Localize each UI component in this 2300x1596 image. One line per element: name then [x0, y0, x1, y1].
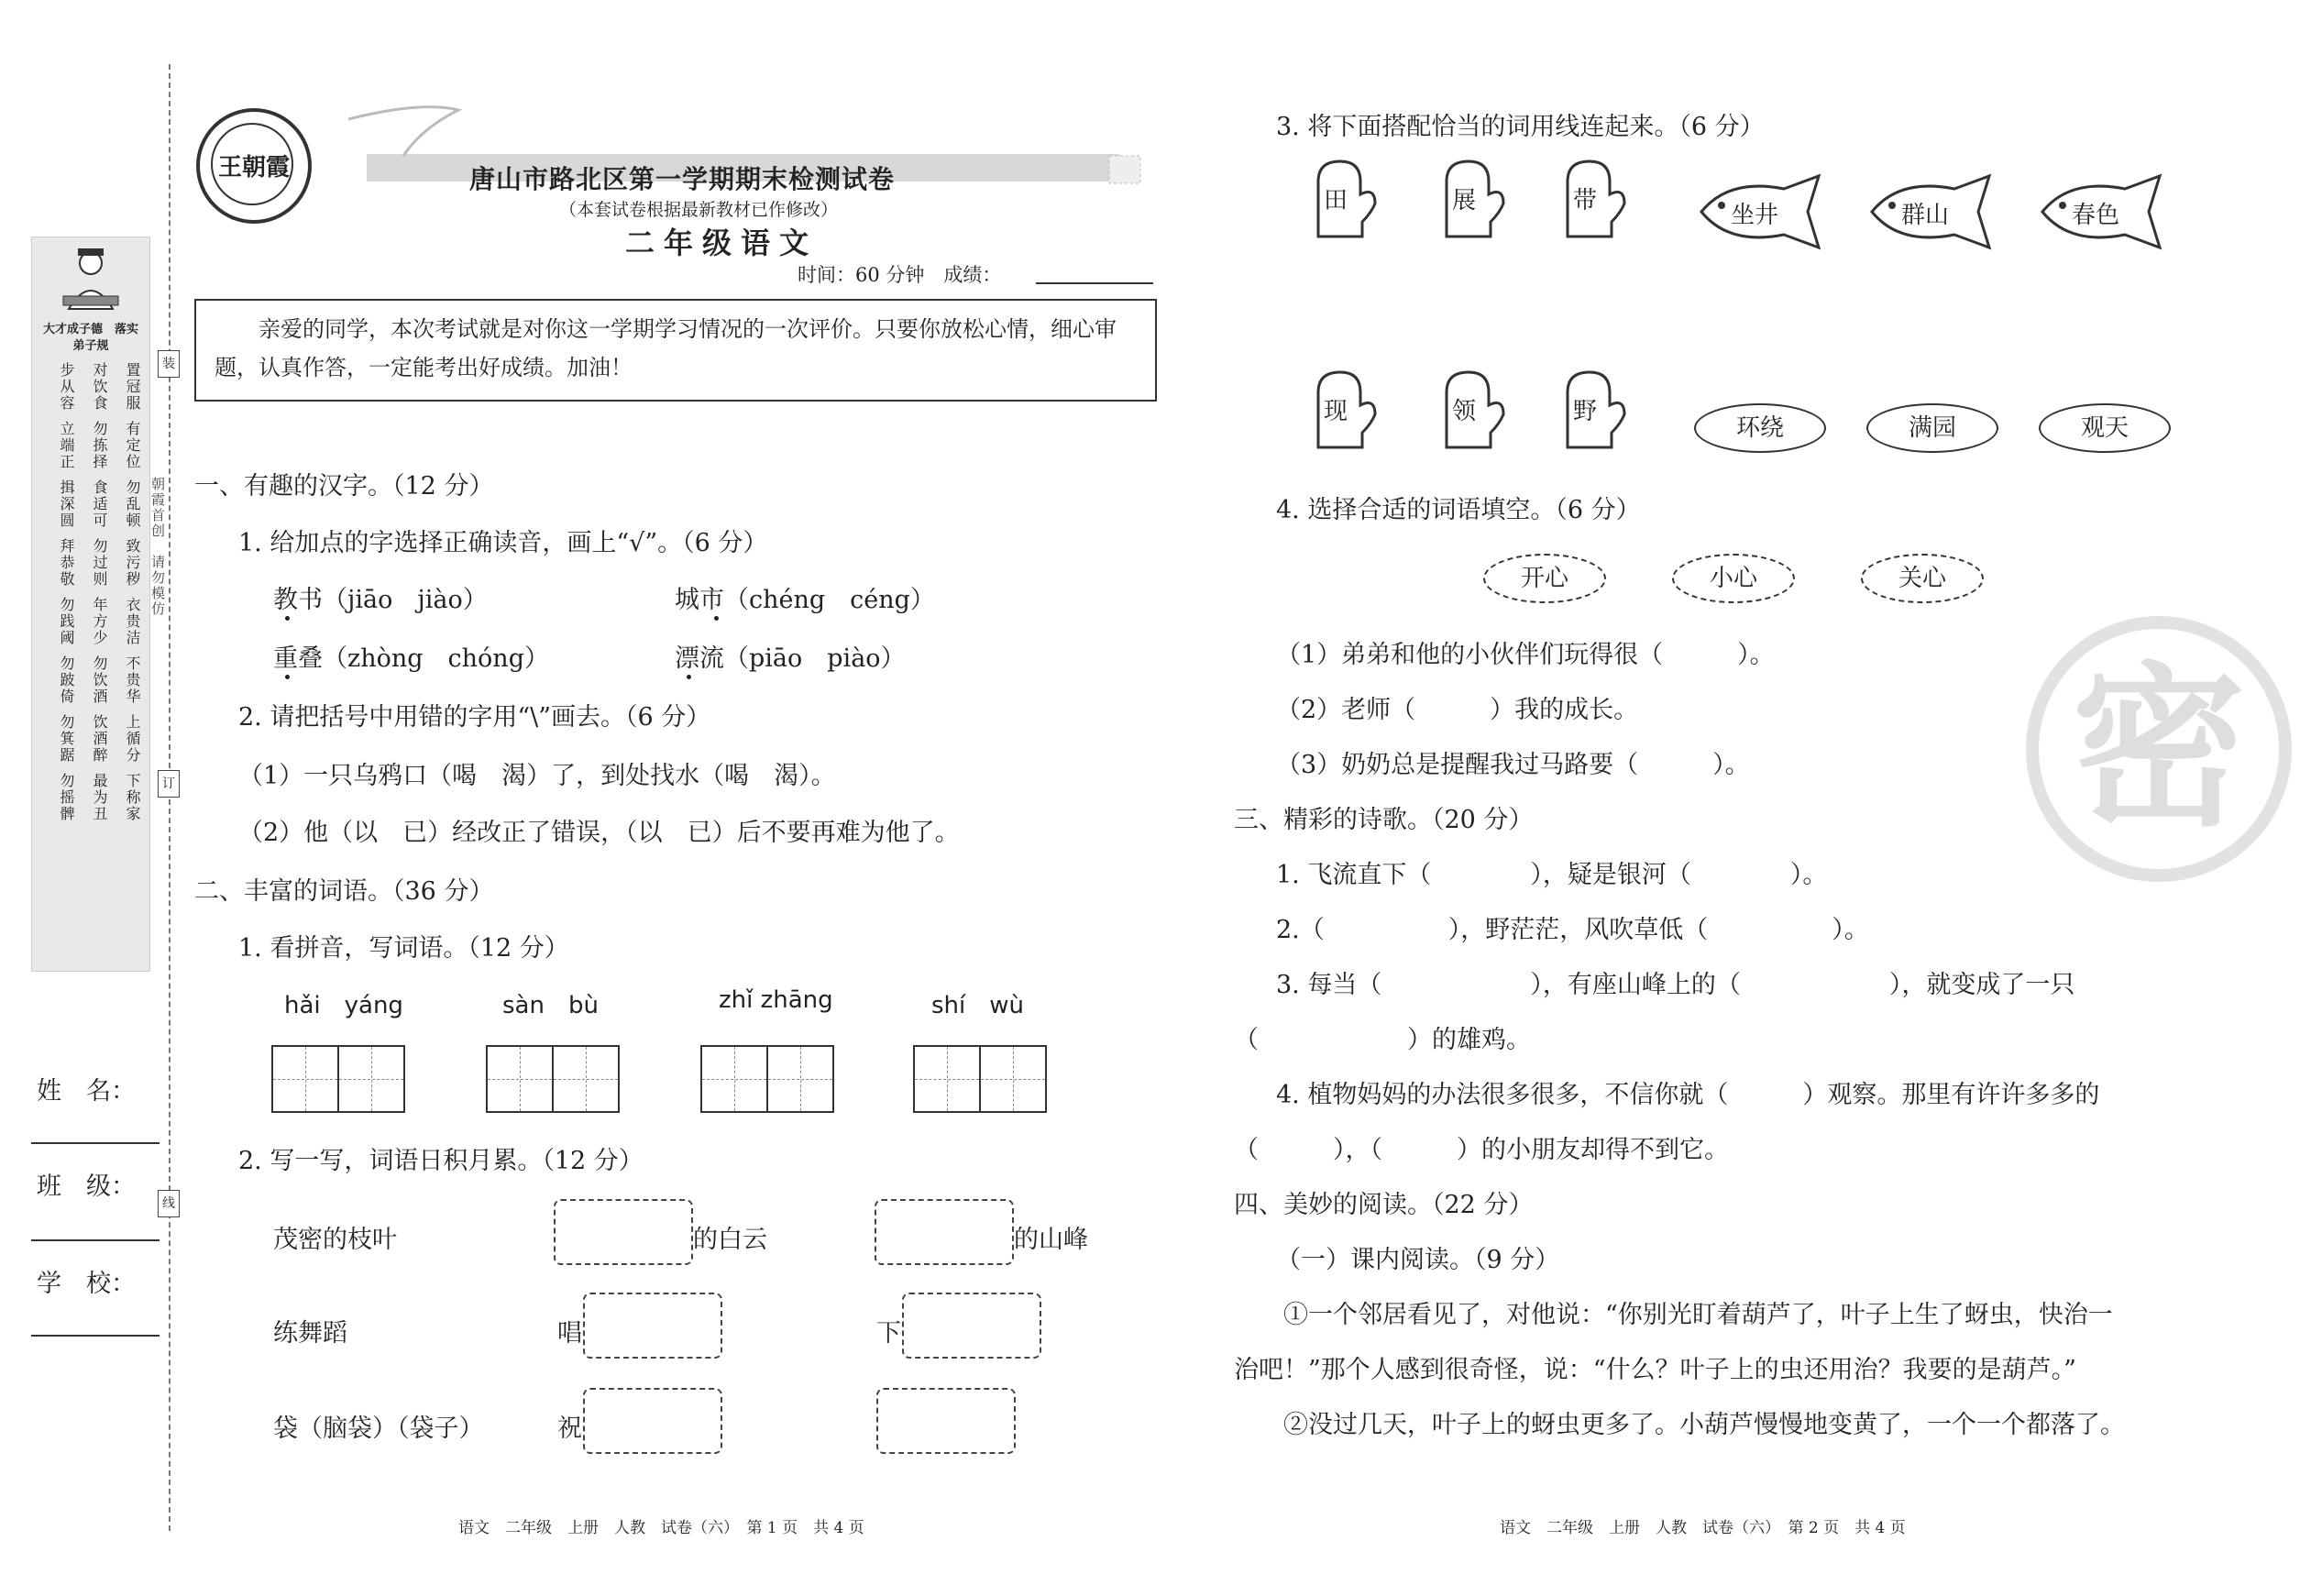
seal-text: 密: [2071, 645, 2246, 850]
writing-grid[interactable]: [700, 1045, 834, 1113]
rule: 不贵华: [124, 655, 141, 705]
rule: 致污秽: [124, 538, 141, 588]
fish-word: 坐井: [1731, 202, 1779, 229]
section-2-heading: 二、丰富的词语。（36 分）: [194, 877, 494, 906]
name-label: 姓 名：: [37, 1077, 136, 1106]
word-pinyin: zhǐ zhāng: [719, 986, 833, 1014]
reading-line: ①一个邻居看见了，对他说：“你别光盯着葫芦了，叶子上生了蚜虫，快治一: [1283, 1301, 2113, 1329]
class-label: 班 级：: [37, 1172, 136, 1201]
mitten-card[interactable]: [1430, 154, 1509, 246]
mitten-card[interactable]: [1551, 154, 1630, 246]
word-pinyin: hǎi yáng: [284, 992, 403, 1019]
exam-title: 唐山市路北区第一学期期末检测试卷: [469, 164, 896, 194]
scholar-illustration: [50, 245, 131, 318]
binding-mark-mid: [158, 770, 180, 798]
rule: 衣贵洁: [124, 597, 141, 646]
score-field[interactable]: [1036, 282, 1153, 284]
rule: 勿乱顿: [124, 479, 141, 529]
word-pinyin: sàn bù: [502, 992, 599, 1019]
q3-prompt: 1. 看拼音，写词语。（12 分）: [238, 934, 569, 963]
mark-text: 装: [162, 357, 175, 371]
section-1-heading: 一、有趣的汉字。（12 分）: [194, 472, 494, 501]
rule: 勿过则: [91, 538, 108, 588]
rule: 拜恭敬: [58, 538, 75, 588]
mitten-char: 野: [1573, 398, 1598, 425]
intro-text: 亲爱的同学，本次考试就是对你这一学期学习情况的一次评价。只要你放松心情，细心审题，认真作答，一定能考出好成绩。加油！: [215, 316, 1117, 380]
mitten-char: 领: [1452, 398, 1477, 425]
emphasis-dot: [714, 616, 719, 621]
rule: 饮酒醉: [91, 714, 108, 764]
rule: 对饮食: [91, 362, 108, 412]
answer-box[interactable]: [554, 1199, 693, 1265]
pinyin-choice[interactable]: 漂流（piāo piào）: [675, 644, 906, 673]
logo-text: 王朝霞: [217, 154, 290, 182]
word-row-2: 练舞蹈: [273, 1319, 347, 1348]
motto: 大才成子德 落实弟子规: [42, 323, 138, 353]
mitten-card[interactable]: [1430, 365, 1509, 457]
word-prefix: 唱: [557, 1319, 582, 1348]
word-prefix: 祝: [557, 1414, 582, 1443]
mitten-char: 田: [1324, 187, 1348, 215]
emphasis-dot: [687, 675, 691, 679]
section-3-heading: 三、精彩的诗歌。（20 分）: [1234, 806, 1534, 834]
answer-box[interactable]: [875, 1199, 1014, 1265]
section-4-heading: 四、美妙的阅读。（22 分）: [1234, 1191, 1534, 1219]
rule: 下称家: [124, 773, 141, 822]
rule: 勿摇髀: [58, 773, 75, 822]
plate-word[interactable]: 环绕: [1694, 403, 1826, 453]
writing-grid[interactable]: [486, 1045, 620, 1113]
exam-subtitle: （本套试卷根据最新教材已作修改）: [559, 200, 839, 220]
logo-seal: [196, 108, 312, 224]
cloud-word[interactable]: 小心: [1672, 554, 1795, 603]
mitten-char: 现: [1324, 398, 1348, 425]
rule: 勿跛倚: [58, 655, 75, 705]
answer-box[interactable]: [876, 1388, 1016, 1454]
plate-word[interactable]: 观天: [2039, 403, 2171, 453]
q1-prompt: 1. 给加点的字选择正确读音，画上“√”。（6 分）: [238, 529, 768, 557]
writing-grid[interactable]: [271, 1045, 405, 1113]
mitten-char: 带: [1573, 187, 1598, 215]
rule: 有定位: [124, 421, 141, 470]
pinyin-choice[interactable]: 重叠（zhòng chóng）: [273, 644, 549, 673]
binding-mark-bot: [158, 1190, 180, 1217]
poem-line-3b[interactable]: （ ）的雄鸡。: [1234, 1026, 1531, 1054]
side-note: 朝霞首创 请勿模仿: [149, 477, 166, 617]
mark-text: 订: [162, 776, 175, 791]
poem-line-1[interactable]: 1. 飞流直下（ ），疑是银河（ ）。: [1276, 861, 1828, 889]
fish-word: 群山: [1901, 202, 1950, 229]
exam-grade: 二年级语文: [625, 226, 819, 260]
answer-box[interactable]: [583, 1388, 722, 1454]
word-row-3: 袋（脑袋）（袋子）: [273, 1414, 484, 1443]
school-label: 学 校：: [37, 1270, 136, 1298]
fish-word: 春色: [2072, 202, 2120, 229]
poem-line-4a[interactable]: 4. 植物妈妈的办法很多很多，不信你就（ ）观察。那里有许许多多的: [1276, 1081, 2100, 1109]
school-field[interactable]: [31, 1335, 160, 1337]
page-footer: 语文 二年级 上册 人教 试卷（六） 第 1 页 共 4 页: [458, 1519, 864, 1537]
emphasis-dot: [285, 616, 290, 621]
reading-line: 治吧！”那个人感到很奇怪，说：“什么？叶子上的虫还用治？我要的是葫芦。”: [1234, 1356, 2076, 1384]
cloud-word[interactable]: 开心: [1483, 554, 1606, 603]
page-footer: 语文 二年级 上册 人教 试卷（六） 第 2 页 共 4 页: [1500, 1519, 1906, 1537]
rule: 上循分: [124, 714, 141, 764]
fish-card[interactable]: [1863, 171, 2000, 253]
fish-card[interactable]: [2033, 171, 2171, 253]
mitten-card[interactable]: [1302, 365, 1381, 457]
word-suffix: 的山峰: [1014, 1226, 1088, 1254]
reading-heading: （一）课内阅读。（9 分）: [1276, 1246, 1560, 1274]
writing-grid[interactable]: [913, 1045, 1047, 1113]
poem-line-3a[interactable]: 3. 每当（ ），有座山峰上的（ ），就变成了一只: [1276, 971, 2075, 999]
mark-text: 线: [162, 1196, 175, 1211]
q2-prompt: 2. 请把括号中用错的字用“\”画去。（6 分）: [238, 703, 711, 732]
q2-item-2[interactable]: （2）他（以 已）经改正了错误，（以 已）后不要再难为他了。: [238, 819, 960, 847]
rule: 食适可: [91, 479, 108, 529]
intro-box: [194, 299, 1157, 402]
plate-word[interactable]: 满园: [1866, 403, 1998, 453]
binding-mark-top: [158, 350, 180, 378]
q4-prompt: 2. 写一写，词语日积月累。（12 分）: [238, 1147, 644, 1175]
poem-line-4b[interactable]: （ ），（ ）的小朋友却得不到它。: [1234, 1136, 1729, 1164]
pinyin-choice[interactable]: 教书（jiāo jiào）: [273, 586, 488, 614]
class-field[interactable]: [31, 1239, 160, 1241]
time-score: 时间：60 分钟 成绩：: [798, 264, 1002, 286]
word-row-1: 茂密的枝叶: [273, 1226, 397, 1254]
word-prefix: 下: [876, 1319, 901, 1348]
rule: 勿饮酒: [91, 655, 108, 705]
mitten-card[interactable]: [1302, 154, 1381, 246]
cloud-word[interactable]: 关心: [1861, 554, 1984, 603]
emphasis-dot: [285, 675, 290, 679]
q5-prompt: 3. 将下面搭配恰当的词用线连起来。（6 分）: [1276, 113, 1765, 141]
word-pinyin: shí wù: [931, 992, 1024, 1019]
q6-item-2[interactable]: （2）老师（ ）我的成长。: [1276, 696, 1639, 724]
answer-box[interactable]: [902, 1293, 1041, 1359]
rule: 置冠服: [124, 362, 141, 412]
rule: 年方少: [91, 597, 108, 646]
binding-sidebar: [31, 237, 150, 972]
rule: 立端正: [58, 421, 75, 470]
confidential-seal: [2026, 616, 2292, 882]
binding-line: [169, 64, 171, 1531]
rule: 最为丑: [91, 773, 108, 822]
mitten-char: 展: [1452, 187, 1477, 215]
q6-prompt: 4. 选择合适的词语填空。（6 分）: [1276, 496, 1641, 524]
reading-line: ②没过几天，叶子上的蚜虫更多了。小葫芦慢慢地变黄了，一个一个都落了。: [1283, 1411, 2125, 1439]
poem-line-2[interactable]: 2.（ ），野茫茫，风吹草低（ ）。: [1276, 916, 1869, 944]
mitten-card[interactable]: [1551, 365, 1630, 457]
rule: 揖深圆: [58, 479, 75, 529]
rules-grid: [41, 362, 140, 822]
name-field[interactable]: [31, 1142, 160, 1144]
q6-item-1[interactable]: （1）弟弟和他的小伙伴们玩得很（ ）。: [1276, 641, 1775, 669]
pinyin-choice[interactable]: 城市（chéng céng）: [675, 586, 935, 614]
word-suffix: 的白云: [693, 1226, 767, 1254]
rule: 勿箕踞: [58, 714, 75, 764]
rule: 勿拣择: [91, 421, 108, 470]
q6-item-3[interactable]: （3）奶奶总是提醒我过马路要（ ）。: [1276, 751, 1750, 779]
answer-box[interactable]: [583, 1293, 722, 1359]
rule: 步从容: [58, 362, 75, 412]
fish-card[interactable]: [1692, 171, 1830, 253]
rule: 勿践阈: [58, 597, 75, 646]
q2-item-1[interactable]: （1）一只乌鸦口（喝 渴）了，到处找水（喝 渴）。: [238, 762, 836, 790]
